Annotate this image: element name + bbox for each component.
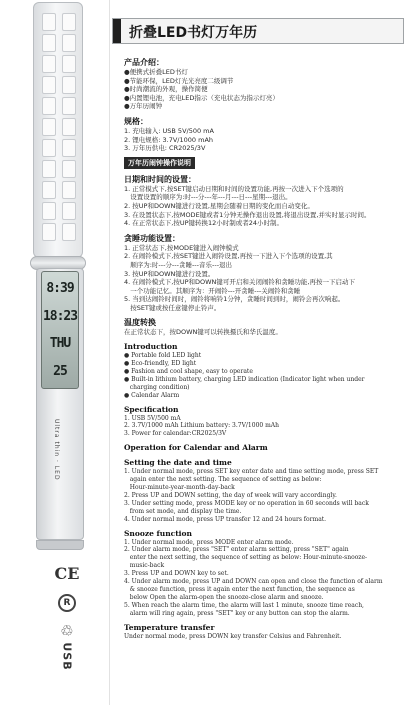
temperature-heading: 温度转换 xyxy=(124,318,156,328)
led-cell xyxy=(62,181,76,199)
text-line: again enter the next setting. The sequence of setting as below: xyxy=(124,476,322,484)
lcd-display xyxy=(41,271,79,389)
text-line: 2. Under alarm mode, press "SET" enter alarm setting, press "SET" again xyxy=(124,546,349,554)
led-cell xyxy=(42,13,56,31)
led-cell xyxy=(62,223,76,241)
text-line: 3. Power for calendar:CR2025/3V xyxy=(124,430,227,438)
ce-mark-icon: CE xyxy=(54,564,80,583)
text-line: 按SET键或按任意键停止铃声。 xyxy=(124,303,221,312)
text-line: 1. 正常模式下,按SET键启动日期和时间的设置功能,再按一次进入下个选项的 xyxy=(124,184,344,193)
text-line: ●便携式折叠LED书灯 xyxy=(124,68,188,76)
text-line: ●内置锂电池，充电LED指示（充电状态为指示灯亮） xyxy=(124,93,279,102)
text-line: 3. Press UP and DOWN key to set. xyxy=(124,570,229,578)
text-line: ● Portable fold LED light xyxy=(124,352,202,360)
led-cell xyxy=(62,202,76,220)
text-line: 2. 按UP和DOWN键进行设置,星期会随着日期的变化而自动变化。 xyxy=(124,201,314,210)
snooze-heading: 贪睡功能设置： xyxy=(124,233,180,243)
manual-title: 折叠LED书灯万年历 xyxy=(129,25,258,41)
date-time-heading: 日期和时间的设置： xyxy=(124,174,196,184)
led-cell xyxy=(62,13,76,31)
text-line: 2. 锂电规格: 3.7V/1000 mAh xyxy=(124,135,214,144)
text-line: ● Fashion and cool shape, easy to operate xyxy=(124,367,253,375)
led-cell xyxy=(42,202,56,220)
text-line: 1. Under normal mode, press SET key enter date and time setting mode, press SET xyxy=(124,468,379,476)
led-cell xyxy=(62,139,76,157)
title-accent-bar xyxy=(113,19,121,43)
text-line: 4. Under normal mode, press UP transfer 12 and 24 hours format. xyxy=(124,515,327,523)
text-line: ●万年历闹钟 xyxy=(124,102,163,111)
lamp-led-panel xyxy=(33,2,83,258)
text-line: 1. Under normal mode, press MODE enter alarm mode. xyxy=(124,538,294,546)
setting-heading: Setting the date and time xyxy=(124,458,232,468)
led-cell xyxy=(42,223,56,241)
introduction-list xyxy=(124,352,406,399)
text-line: 3. 在设置状态下,按MODE键或者1分钟无操作退出设置,将退出设置,并实时显示时间。 xyxy=(124,210,371,219)
manual-content xyxy=(124,52,406,641)
text-line: 2. 在闹铃模式下,按SET键进入闹铃设置,再按一下进入下个选项的设置,其 xyxy=(124,252,333,261)
date-time-list xyxy=(124,185,406,228)
certification-marks xyxy=(52,564,82,671)
text-line: 1. 充电输入: USB 5V/500 mA xyxy=(124,126,214,135)
lcd-weekday: THU xyxy=(49,336,71,352)
snooze-en-list xyxy=(124,539,406,618)
text-line: music-back xyxy=(124,562,165,570)
text-line: Under normal mode, press DOWN key transfer Celsius and Fahrenheit. xyxy=(124,632,342,640)
product-intro-heading: 产品介绍： xyxy=(124,58,164,67)
text-line: 5. When reach the alarm time, the alarm will last 1 minute, snooze time reach, xyxy=(124,601,364,609)
temperature-en-heading: Temperature transfer xyxy=(124,622,215,632)
introduction-heading: Introduction xyxy=(124,342,178,352)
usb-logo-icon: USB xyxy=(60,642,74,671)
snooze-en-heading: Snooze function xyxy=(124,528,192,538)
title-banner xyxy=(112,18,404,44)
text-line: ●时尚潮流的外观，操作简便 xyxy=(124,85,208,94)
text-line: enter the next setting, the sequence of setting as below: Hour-minute-snooze- xyxy=(124,554,368,562)
specification-heading: Specification xyxy=(124,404,179,414)
text-line: alarm will ring again, press "SET" key or any button can stop the alarm. xyxy=(124,609,350,617)
text-line: & snooze function, press it again enter the next function, the sequence as xyxy=(124,586,355,593)
text-line: 4. 在正常状态下,按UP键转换12小时制或者24小时制。 xyxy=(124,219,284,228)
text-line: 顺序为:时---分---贪睡---音乐---退出 xyxy=(124,260,233,269)
led-cell xyxy=(62,76,76,94)
text-line: ● Calendar Alarm xyxy=(124,391,180,399)
snooze-list xyxy=(124,244,406,313)
recycle-icon: ♲ xyxy=(60,622,74,640)
text-line: from set mode, and display the time. xyxy=(124,507,242,515)
specs-list xyxy=(124,127,406,153)
led-cell xyxy=(42,160,56,178)
lamp-body xyxy=(36,268,84,540)
product-illustration xyxy=(0,0,108,705)
led-cell xyxy=(42,118,56,136)
text-line: 3. 万年历供电: CR2025/3V xyxy=(124,144,206,153)
led-cell xyxy=(42,181,56,199)
divider xyxy=(109,0,110,705)
text-line: 4. 在闹铃模式下,按UP和DOWN键可开启和关闭闹铃和贪睡功能,再按一下启动下 xyxy=(124,278,355,287)
text-line: 2. 3.7V/1000 mAh Lithium battery: 3.7V/1000 mAh xyxy=(124,422,279,430)
text-line: 3. Under setting mode, press MODE key or no operation in 60 seconds will back xyxy=(124,499,369,507)
led-cell xyxy=(42,139,56,157)
led-cell xyxy=(62,34,76,52)
text-line: 3. 按UP和DOWN键进行设置。 xyxy=(124,269,215,278)
led-cell xyxy=(62,97,76,115)
led-cell xyxy=(42,97,56,115)
led-cell xyxy=(62,160,76,178)
text-line: ● Eco-friendly, ED light xyxy=(124,359,197,367)
text-line: 2. Press UP and DOWN setting, the day of week will vary accordingly. xyxy=(124,491,337,499)
led-grid xyxy=(42,13,76,249)
section-tag: 万年历闹钟操作说明 xyxy=(124,157,195,169)
led-cell xyxy=(62,118,76,136)
text-line: charging condition) xyxy=(124,383,190,391)
led-cell xyxy=(62,55,76,73)
led-cell xyxy=(42,55,56,73)
setting-list xyxy=(124,468,406,523)
text-line: 在正常状态下，按DOWN键可以转换摄氏和华氏温度。 xyxy=(124,328,282,337)
led-cell xyxy=(42,34,56,52)
text-line: 设置设置的顺序为:时---分---年---月---日---星期---退出。 xyxy=(124,193,292,202)
rohs-mark-icon: R xyxy=(58,594,76,612)
lcd-time: 8:39 xyxy=(46,281,74,297)
text-line: 5. 当到达闹铃时间时，闹铃将响铃1分钟，贪睡时间到时，闹铃会再次响起。 xyxy=(124,295,345,304)
text-line: 一个功能记忆。其顺序为：开闹铃---开贪睡---关闹铃和贪睡 xyxy=(124,286,301,295)
text-line: 1. USB 5V/500 mA xyxy=(124,414,181,422)
specification-list xyxy=(124,415,406,439)
temperature-list xyxy=(124,328,406,337)
text-line: below Open the alarm-open the snooze-close alarm and snooze. xyxy=(124,593,324,601)
specs-heading: 规格： xyxy=(124,116,148,126)
lcd-temperature: 25 xyxy=(53,363,67,379)
text-line: 1. 正常状态下,按MODE键进入闹钟模式 xyxy=(124,243,239,252)
text-line: Hour-minute-year-month-day-back xyxy=(124,484,235,492)
lcd-date: 18:23 xyxy=(42,308,78,324)
lamp-base xyxy=(36,540,84,550)
text-line: ●节能环保，LED灯光光亮度二级调节 xyxy=(124,76,234,85)
lamp-side-label: Ultra thin · LED xyxy=(53,419,60,481)
led-cell xyxy=(42,76,56,94)
instruction-manual xyxy=(112,0,408,705)
text-line: 4. Under alarm mode, press UP and DOWN can open and close the function of alarm xyxy=(124,578,383,586)
product-intro-list xyxy=(124,68,406,111)
temperature-en-list xyxy=(124,633,406,641)
operation-heading: Operation for Calendar and Alarm xyxy=(124,443,268,453)
text-line: ● Built-in lithium battery, charging LED indication (Indicator light when under xyxy=(124,375,365,383)
